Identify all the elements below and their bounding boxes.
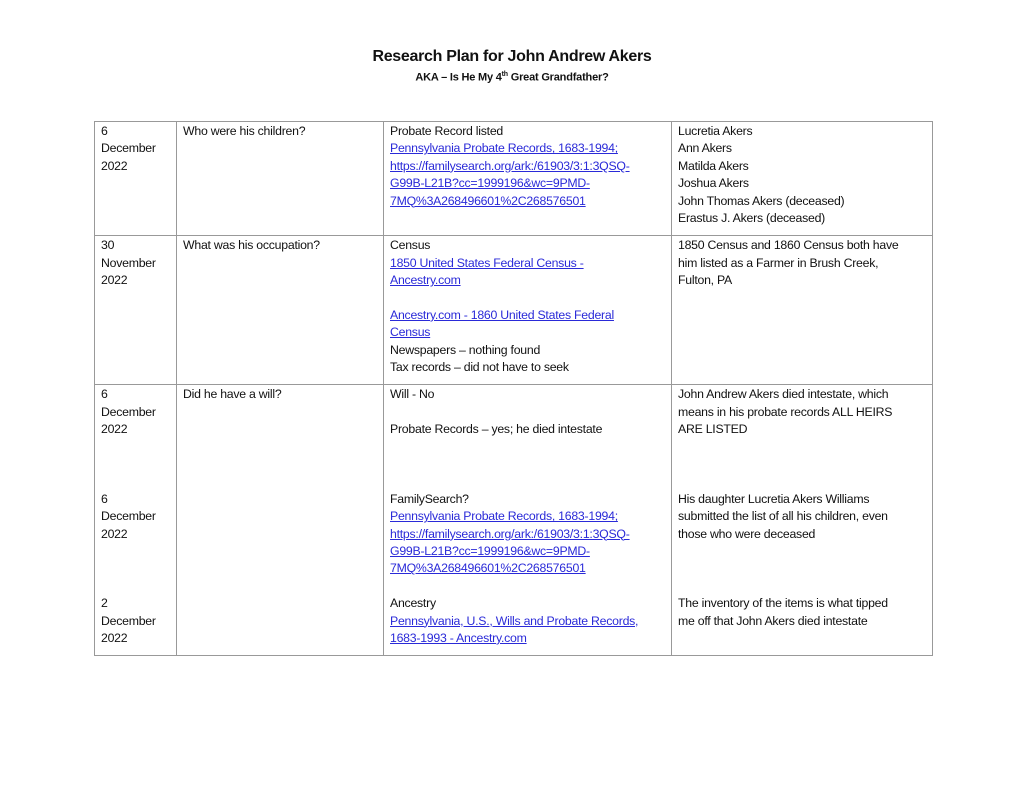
cell-text: 1850 Census and 1860 Census both have bbox=[678, 238, 899, 253]
cell-text: 6 bbox=[101, 491, 108, 506]
cell-text: Tax records – did not have to seek bbox=[390, 360, 569, 375]
cell-text: The inventory of the items is what tipped bbox=[678, 596, 888, 611]
cell-text: 30 bbox=[101, 238, 115, 253]
cell-text: 6 bbox=[101, 124, 108, 138]
cell-text: Joshua Akers bbox=[678, 176, 749, 191]
cell-text: December bbox=[101, 509, 156, 524]
table-row bbox=[95, 122, 933, 236]
blank-line bbox=[101, 578, 170, 595]
findings-cell bbox=[672, 236, 933, 385]
blank-line bbox=[390, 578, 665, 595]
cell-text: December bbox=[101, 404, 156, 419]
cell-text: What was his occupation? bbox=[183, 238, 320, 253]
source-link[interactable]: 7MQ%3A268496601%2C268576501 bbox=[390, 193, 586, 208]
sources-cell bbox=[384, 236, 672, 385]
cell-text: 2022 bbox=[101, 273, 128, 288]
date-cell bbox=[95, 385, 177, 656]
source-link[interactable]: 1683-1993 - Ancestry.com bbox=[390, 630, 527, 645]
blank-line bbox=[678, 543, 926, 560]
cell-text: 2 bbox=[101, 596, 108, 611]
blank-line bbox=[390, 439, 665, 456]
cell-text: 2022 bbox=[101, 158, 128, 173]
cell-text: 2022 bbox=[101, 630, 128, 645]
cell-text: Census bbox=[390, 238, 431, 253]
question-cell bbox=[177, 385, 384, 656]
cell-text: those who were deceased bbox=[678, 526, 816, 541]
cell-text: Ancestry bbox=[390, 596, 436, 611]
question-cell bbox=[177, 122, 384, 236]
cell-text: Lucretia Akers bbox=[678, 124, 753, 138]
blank-line bbox=[101, 473, 170, 490]
cell-text: FamilySearch? bbox=[390, 491, 469, 506]
source-link[interactable]: Ancestry.com - 1860 United States Federal bbox=[390, 307, 614, 322]
source-link[interactable]: G99B-L21B?cc=1999196&wc=9PMD- bbox=[390, 543, 590, 558]
source-link[interactable]: Pennsylvania Probate Records, 1683-1994; bbox=[390, 509, 618, 524]
cell-text: December bbox=[101, 613, 156, 628]
cell-text: Will - No bbox=[390, 387, 435, 402]
sources-cell bbox=[384, 122, 672, 236]
date-cell bbox=[95, 122, 177, 236]
cell-text: Probate Record listed bbox=[390, 124, 503, 138]
subtitle-superscript: th bbox=[501, 71, 508, 78]
blank-line bbox=[390, 404, 665, 421]
cell-text: him listed as a Farmer in Brush Creek, bbox=[678, 255, 879, 270]
cell-text: November bbox=[101, 255, 156, 270]
table-row bbox=[95, 236, 933, 385]
cell-text: 2022 bbox=[101, 526, 128, 541]
findings-cell bbox=[672, 385, 933, 656]
blank-line bbox=[390, 473, 665, 490]
cell-text: His daughter Lucretia Akers Williams bbox=[678, 491, 870, 506]
document-title: Research Plan for John Andrew Akers bbox=[372, 48, 652, 65]
blank-line bbox=[678, 578, 926, 595]
cell-text: December bbox=[101, 141, 156, 156]
cell-text: John Andrew Akers died intestate, which bbox=[678, 387, 889, 402]
cell-text: Ann Akers bbox=[678, 141, 732, 156]
source-link[interactable]: 1850 United States Federal Census - bbox=[390, 255, 584, 270]
cell-text: 2022 bbox=[101, 422, 128, 437]
blank-line bbox=[678, 456, 926, 473]
blank-line bbox=[101, 439, 170, 456]
date-cell bbox=[95, 236, 177, 385]
source-link[interactable]: Census bbox=[390, 325, 431, 340]
cell-text: Erastus J. Akers (deceased) bbox=[678, 210, 826, 225]
blank-line bbox=[101, 456, 170, 473]
subtitle-suffix: Great Grandfather? bbox=[507, 71, 609, 84]
source-link[interactable]: Pennsylvania, U.S., Wills and Probate Records, bbox=[390, 613, 639, 628]
cell-text: John Thomas Akers (deceased) bbox=[678, 193, 845, 208]
source-link[interactable]: https://familysearch.org/ark:/61903/3:1:3QSQ- bbox=[390, 526, 630, 541]
findings-cell bbox=[672, 122, 933, 236]
cell-text: Matilda Akers bbox=[678, 158, 749, 173]
blank-line bbox=[678, 560, 926, 577]
cell-text: Did he have a will? bbox=[183, 387, 282, 402]
cell-text: submitted the list of all his children, even bbox=[678, 509, 888, 524]
cell-text: 6 bbox=[101, 387, 108, 402]
blank-line bbox=[101, 543, 170, 560]
cell-text: Newspapers – nothing found bbox=[390, 342, 541, 357]
blank-line bbox=[390, 290, 665, 307]
cell-text: means in his probate records ALL HEIRS bbox=[678, 404, 893, 419]
research-plan-table bbox=[94, 121, 933, 656]
cell-text: Probate Records – yes; he died intestate bbox=[390, 422, 603, 437]
cell-text: Fulton, PA bbox=[678, 273, 733, 288]
table-row bbox=[95, 385, 933, 656]
cell-text: ARE LISTED bbox=[678, 422, 748, 437]
blank-line bbox=[101, 560, 170, 577]
blank-line bbox=[390, 456, 665, 473]
blank-line bbox=[678, 439, 926, 456]
source-link[interactable]: https://familysearch.org/ark:/61903/3:1:3QSQ- bbox=[390, 158, 630, 173]
blank-line bbox=[678, 473, 926, 490]
source-link[interactable]: Ancestry.com bbox=[390, 273, 461, 288]
sources-cell bbox=[384, 385, 672, 656]
subtitle-prefix: AKA – Is He My 4 bbox=[415, 71, 502, 84]
cell-text: Who were his children? bbox=[183, 124, 306, 138]
source-link[interactable]: Pennsylvania Probate Records, 1683-1994; bbox=[390, 141, 618, 156]
source-link[interactable]: G99B-L21B?cc=1999196&wc=9PMD- bbox=[390, 176, 590, 191]
question-cell bbox=[177, 236, 384, 385]
source-link[interactable]: 7MQ%3A268496601%2C268576501 bbox=[390, 561, 586, 576]
cell-text: me off that John Akers died intestate bbox=[678, 613, 868, 628]
document-subtitle bbox=[0, 71, 1024, 84]
